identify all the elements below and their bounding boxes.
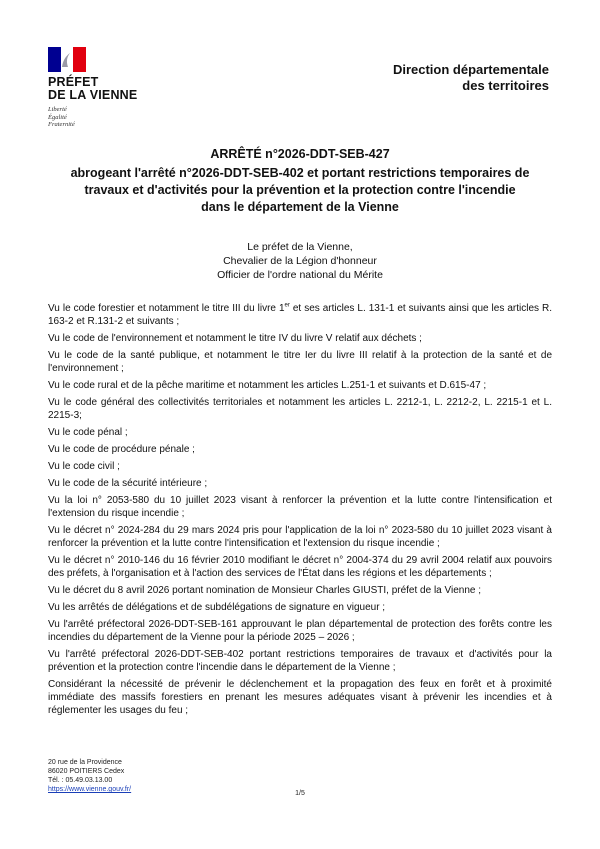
page-number: 1/5 — [295, 790, 305, 797]
prefecture-logo — [48, 47, 188, 129]
considerations-list — [48, 302, 552, 721]
republic-motto: Liberté Égalité Fraternité — [48, 106, 75, 128]
consideration-item: Vu le code de l'environnement et notamment le titre IV du livre V relatif aux déchets ; — [48, 333, 422, 344]
consideration-item: Vu le code civil ; — [48, 461, 120, 472]
footer-city: 86020 POITIERS Cedex — [48, 768, 125, 775]
consideration-item: Vu le décret du 8 avril 2026 portant nomination de Monsieur Charles GIUSTI, préfet de la Vienne ; — [48, 585, 482, 596]
consideration-item: Vu le code de procédure pénale ; — [48, 444, 195, 455]
marianne-flag-icon — [48, 47, 86, 72]
website-link[interactable]: https://www.vienne.gouv.fr/ — [48, 786, 132, 793]
consideration-item: Vu le code forestier et notamment le titre III du livre 1er et ses articles L. 131-1 et suivants ainsi que les articles R. 163-2 et R.131-2 et suivants ; — [48, 302, 552, 327]
prefect-authority: Le préfet de la Vienne, Chevalier de la Légion d'honneur Officier de l'ordre national du Mérite — [217, 241, 383, 281]
consideration-item: Vu le décret n° 2024-284 du 29 mars 2024 pris pour l'application de la loi n° 2023-580 du 10 juillet 2023 visant à renforcer la prévention et la lutte contre l'intensification et l'extension du risque incendie ; — [48, 525, 552, 549]
consideration-item: Vu le code général des collectivités territoriales et notamment les articles L. 2212-1, L. 2212-2, L. 2215-1 et L. 2215-3; — [48, 397, 552, 421]
footer-address: 20 rue de la Providence — [48, 759, 122, 766]
consideration-item: Vu l'arrêté préfectoral 2026-DDT-SEB-161 approuvant le plan départemental de protection des forêts contre les incendies du département de la Vienne pour la période 2025 – 2026 ; — [48, 619, 552, 643]
consideration-item: Vu les arrêtés de délégations et de subdélégations de signature en vigueur ; — [48, 602, 386, 613]
footer-phone: Tél. : 05.49.03.13.00 — [48, 777, 113, 784]
issuing-direction: Direction départementale des territoires — [392, 62, 549, 93]
decree-subject: abrogeant l'arrêté n°2026-DDT-SEB-402 et portant restrictions temporaires de travaux et d'activités pour la prévention et la protection contre l'incendie dans le département de la Vienne — [70, 166, 530, 214]
consideration-item: Considérant la nécessité de prévenir le déclenchement et la propagation des feux en forêt et à proximité immédiate des massifs forestiers en prenant les mesures adéquates visant à prévenir les incendies et à réglementer les usages du feu ; — [48, 679, 552, 716]
consideration-item: Vu le code pénal ; — [48, 427, 128, 438]
decree-title — [70, 146, 530, 216]
consideration-item: Vu l'arrêté préfectoral 2026-DDT-SEB-402 portant restrictions temporaires de travaux et d'activités pour la prévention et la protection contre l'incendie dans le département de la Vienne ; — [48, 649, 552, 673]
consideration-item: Vu le décret n° 2010-146 du 16 février 2010 modifiant le décret n° 2004-374 du 29 avril 2004 relatif aux pouvoirs des préfets, à l'organisation et à l'action des services de l'État dans les régions et les départements ; — [48, 555, 552, 579]
consideration-item: Vu la loi n° 2053-580 du 10 juillet 2023 visant à renforcer la prévention et la lutte contre l'intensification et l'extension du risque incendie ; — [48, 495, 552, 519]
prefecture-name: PRÉFET DE LA VIENNE — [48, 75, 138, 102]
consideration-item: Vu le code de la sécurité intérieure ; — [48, 478, 208, 489]
footer-contact — [48, 758, 131, 794]
decree-reference: ARRÊTÉ n°2026-DDT-SEB-427 — [210, 147, 390, 161]
consideration-item: Vu le code de la santé publique, et notamment le titre Ier du livre III relatif à la protection de la santé et de l'environnement ; — [48, 350, 552, 374]
consideration-item: Vu le code rural et de la pêche maritime et notamment les articles L.251-1 et suivants et D.615-47 ; — [48, 380, 487, 391]
